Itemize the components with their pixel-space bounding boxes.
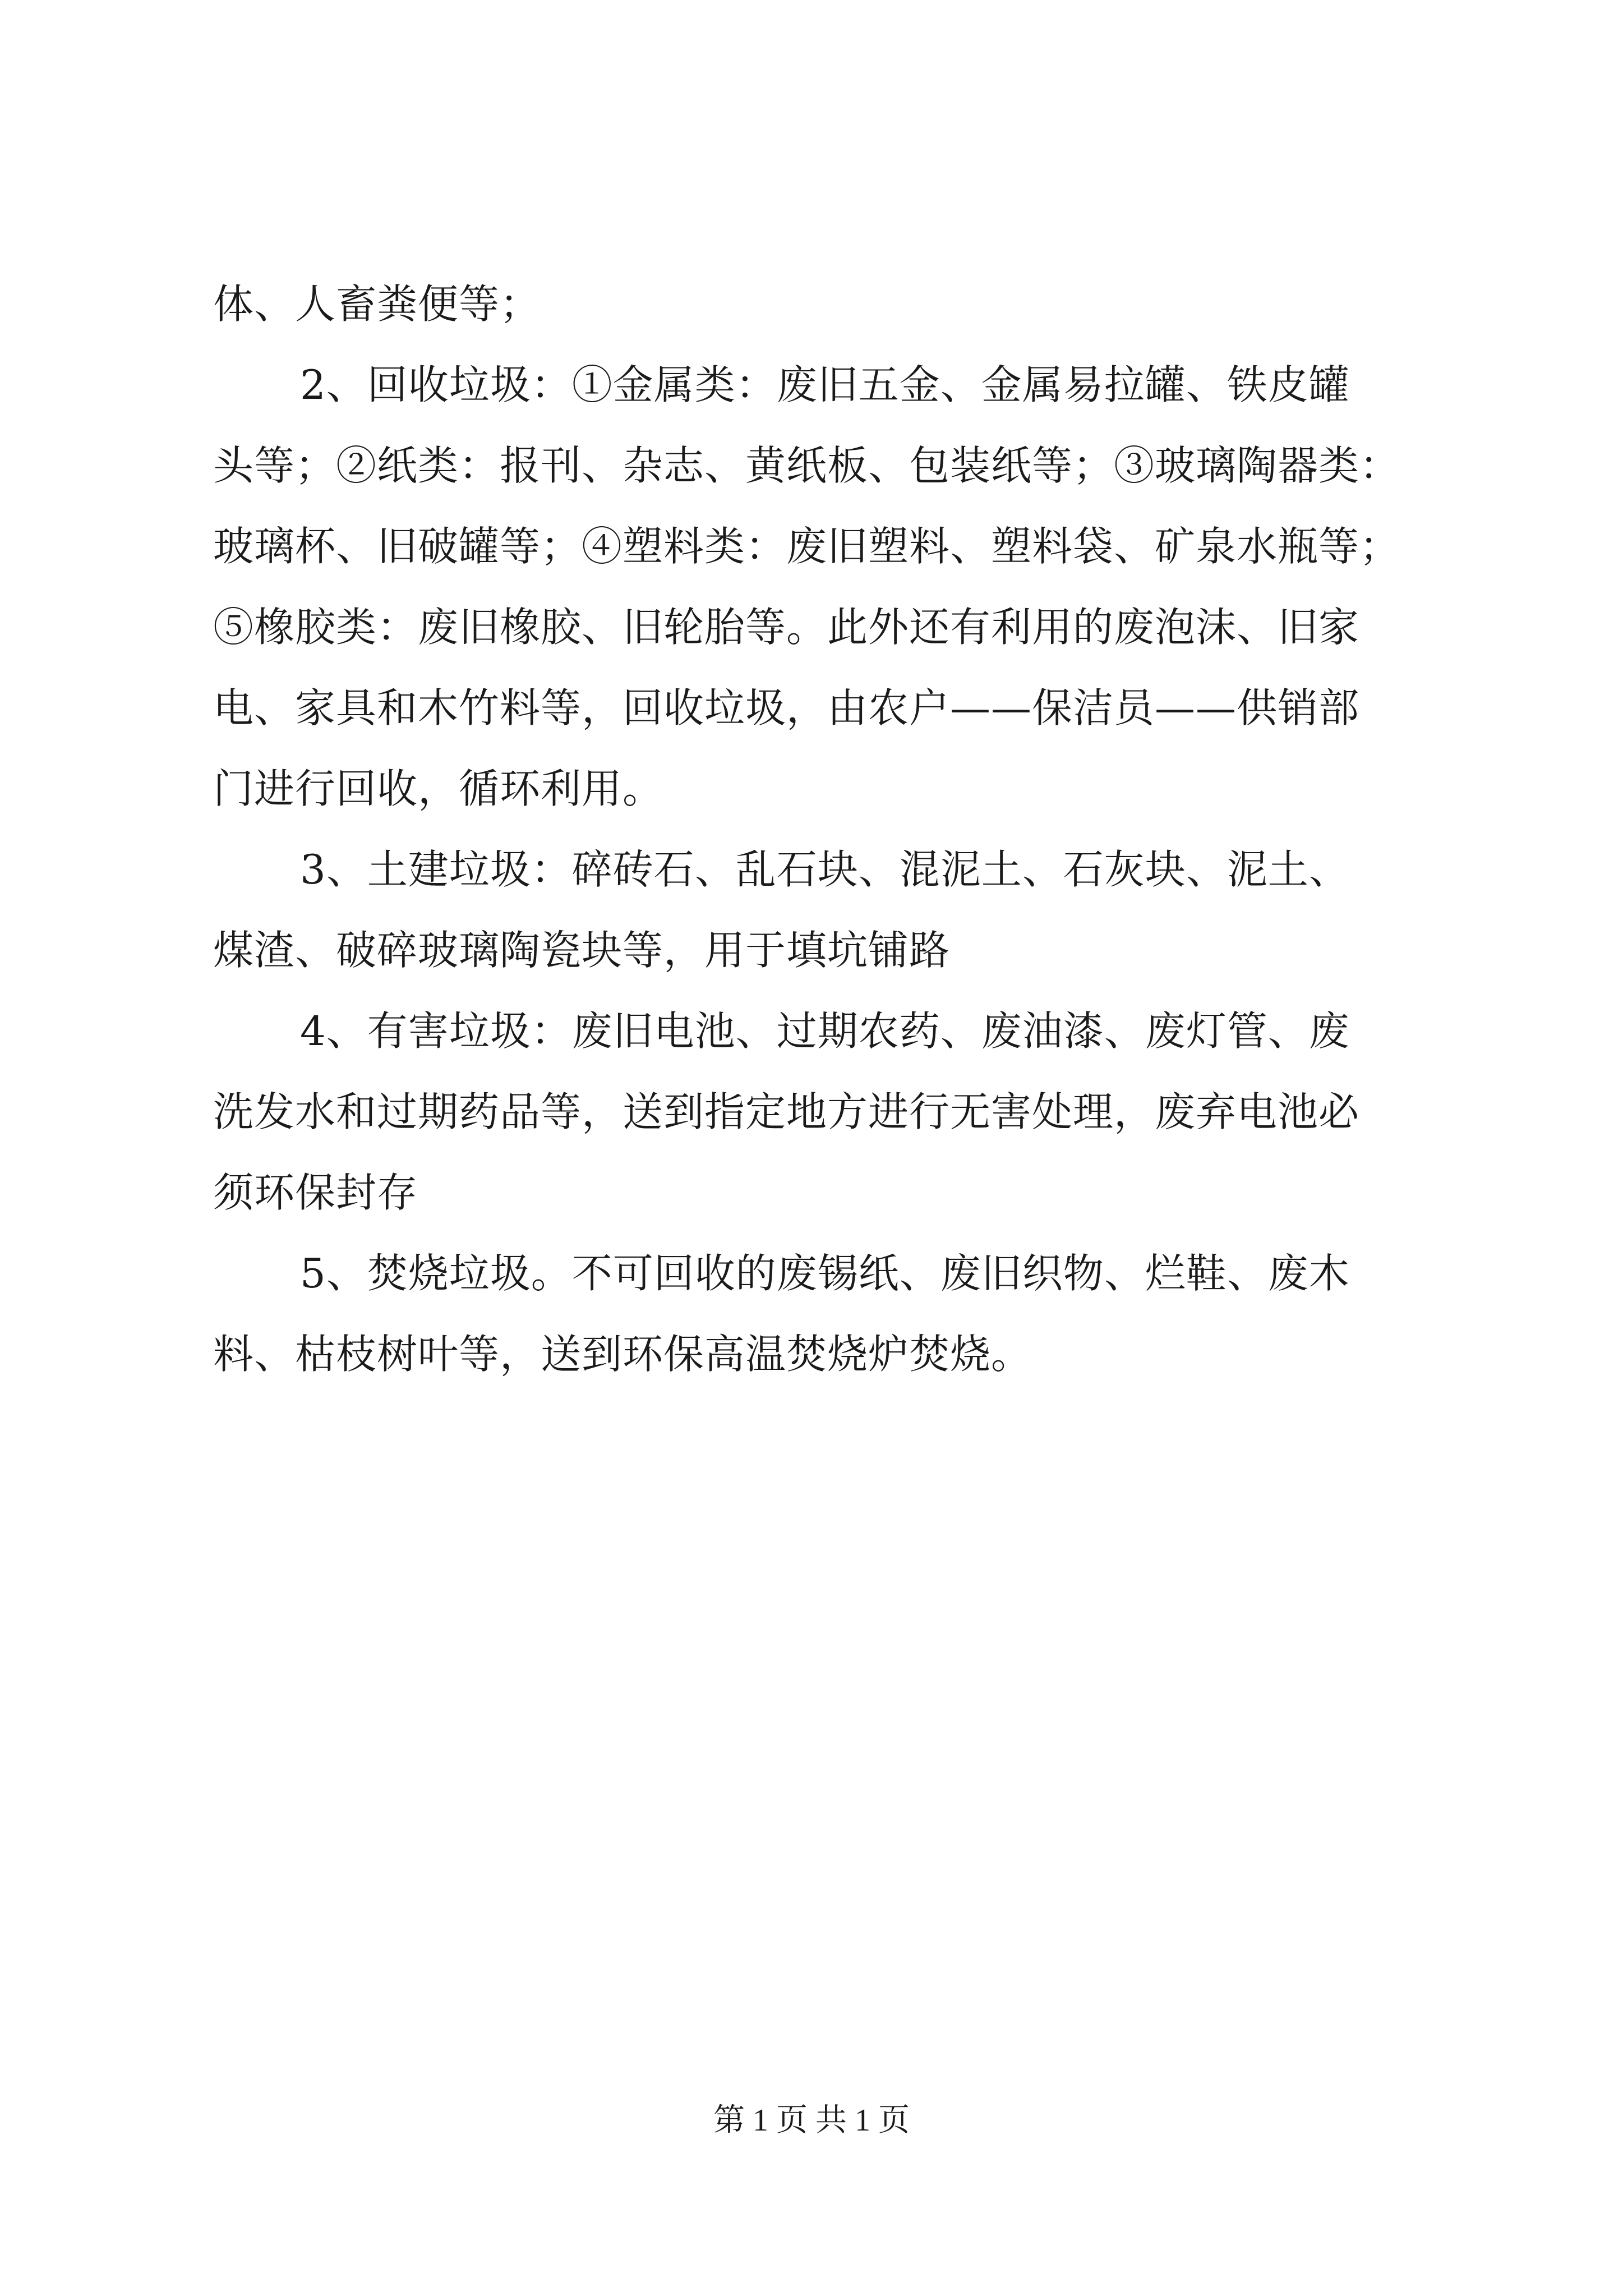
text-line: 体、人畜粪便等；	[213, 280, 541, 328]
page-footer: 第 1 页 共 1 页	[713, 2103, 910, 2138]
paragraph-construction-start: 3、土建垃圾：碎砖石、乱石块、混泥土、石灰块、泥土、	[300, 846, 1350, 893]
text-line: 煤渣、破碎玻璃陶瓷块等，用于填坑铺路	[213, 927, 951, 974]
text-line: 料、枯枝树叶等，送到环保高温焚烧炉焚烧。	[213, 1331, 1032, 1378]
text-line: ⑤橡胶类：废旧橡胶、旧轮胎等。此外还有利用的废泡沫、旧家	[213, 604, 1360, 651]
text-line: 洗发水和过期药品等，送到指定地方进行无害处理，废弃电池必	[213, 1088, 1360, 1135]
text-line: 头等；②纸类：报刊、杂志、黄纸板、包装纸等；③玻璃陶器类：	[213, 442, 1401, 489]
text-line: 门进行回收，循环利用。	[213, 765, 664, 812]
document-body	[213, 264, 1419, 1395]
text-line: 须环保封存	[213, 1169, 418, 1216]
text-line: 电、家具和木竹料等，回收垃圾，由农户——保洁员——供销部	[213, 684, 1360, 731]
paragraph-incineration-start: 5、焚烧垃圾。不可回收的废锡纸、废旧织物、烂鞋、废木	[300, 1250, 1350, 1297]
text-line: 玻璃杯、旧破罐等；④塑料类：废旧塑料、塑料袋、矿泉水瓶等；	[213, 523, 1401, 570]
paragraph-recyclable-start: 2、回收垃圾：①金属类：废旧五金、金属易拉罐、铁皮罐	[300, 361, 1350, 408]
paragraph-hazardous-start: 4、有害垃圾：废旧电池、过期农药、废油漆、废灯管、废	[300, 1007, 1350, 1055]
